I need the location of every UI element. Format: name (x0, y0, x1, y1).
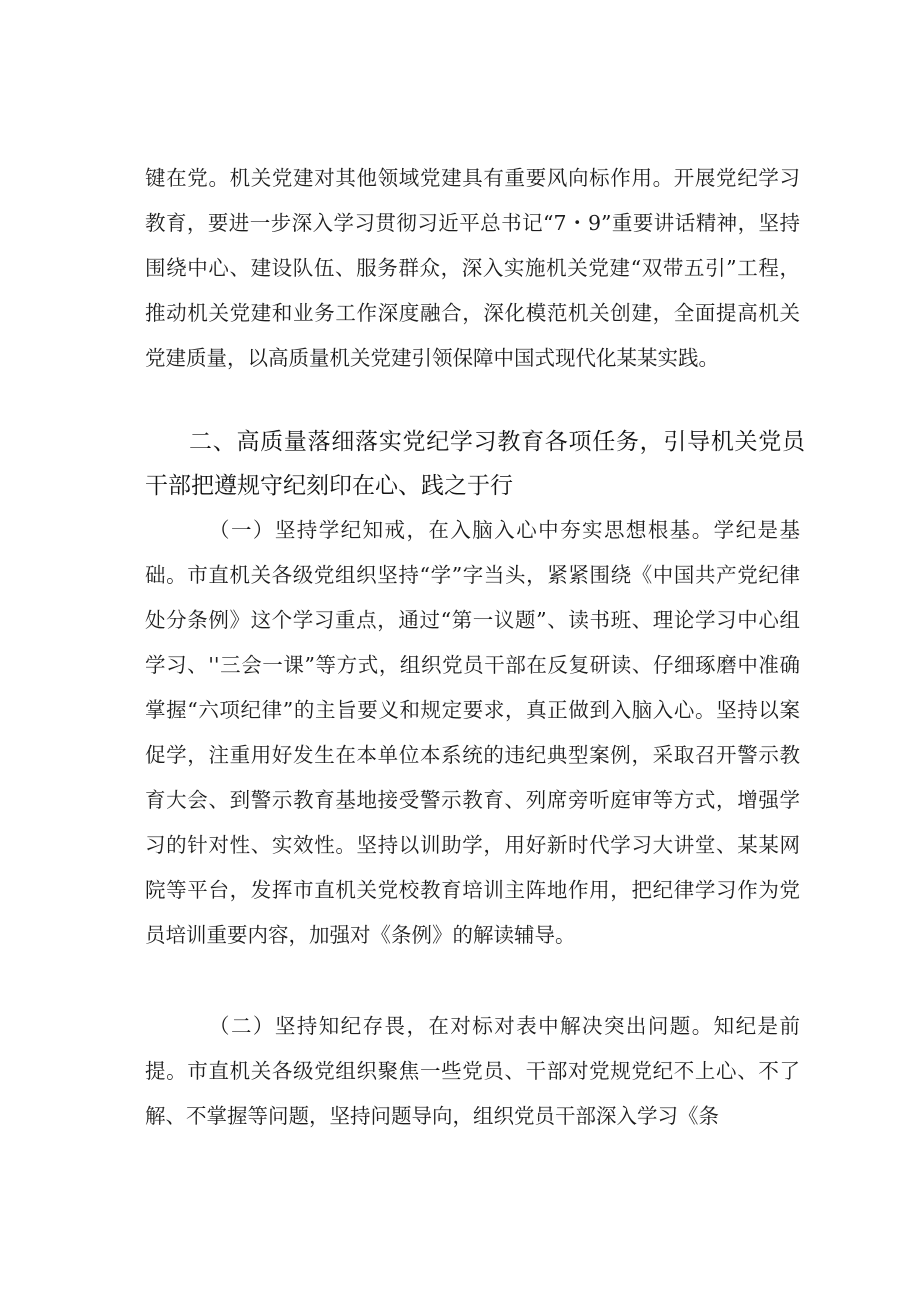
paragraph-study-discipline: （一）坚持学纪知戒，在入脑入心中夯实思想根基。学纪是基础。市直机关各级党组织坚持“学”字当头，紧紧围绕《中国共产党纪律处分条例》这个学习重点，通过“第一议题”、读书班、理论学习中心组学习、''三会一课”等方式，组织党员干部在反复研读、仔细琢磨中准确掌握“六项纪律”的主旨要义和规定要求，真正做到入脑入心。坚持以案促学，注重用好发生在本单位本系统的违纪典型案例，采取召开警示教育大会、到警示教育基地接受警示教育、列席旁听庭审等方式，增强学习的针对性、实效性。坚持以训助学，用好新时代学习大讲堂、某某网院等平台，发挥市直机关党校教育培训主阵地作用，把纪律学习作为党员培训重要内容，加强对《条例》的解读辅导。 (145, 518, 800, 947)
paragraph-continuation: 键在党。机关党建对其他领域党建具有重要风向标作用。开展党纪学习教育，要进一步深入学习贯彻习近平总书记“7・9”重要讲话精神，坚持围绕中心、建设队伍、服务群众，深入实施机关党建“双带五引”工程，推动机关党建和业务工作深度融合，深化模范机关创建，全面提高机关党建质量，以高质量机关党建引领保障中国式现代化某某实践。 (145, 166, 800, 370)
section-heading: 二、高质量落细落实党纪学习教育各项任务，引导机关党员干部把遵规守纪刻印在心、践之于行 (145, 429, 805, 499)
paragraph-know-discipline: （二）坚持知纪存畏，在对标对表中解决突出问题。知纪是前提。市直机关各级党组织聚焦一些党员、干部对党规党纪不上心、不了解、不掌握等问题，坚持问题导向，组织党员干部深入学习《条 (145, 1014, 800, 1128)
